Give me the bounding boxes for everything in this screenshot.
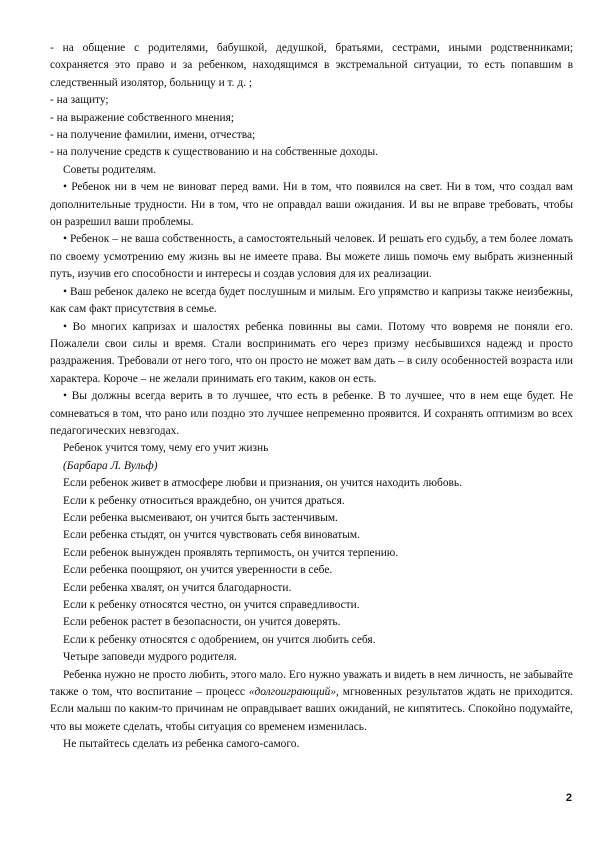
advice-item: • Ваш ребенок далеко не всегда будет послушным и милым. Его упрямство и капризы также неизбежны, как сам факт присутствия в семье. <box>50 285 573 316</box>
poem-line: Если ребенок живет в атмосфере любви и признания, он учится находить любовь. <box>63 477 462 490</box>
paragraph-love-text-end: , мгновенных результатов ждать не приходится. Если малыш по каким-то причинам не оправдывает ваших ожиданий, не кипятитесь. Спокойно подумайте, что вы можете сделать, чтобы ситуация со временем изменилась. <box>50 686 573 733</box>
rights-item-protection: - на защиту; <box>50 94 109 107</box>
poem-line: Если ребенок вынужден проявлять терпимость, он учится терпению. <box>63 546 399 559</box>
rights-item-opinion: - на выражение собственного мнения; <box>50 111 235 124</box>
paragraph-love-respect <box>50 667 573 737</box>
poem-title: Ребенок учится тому, чему его учит жизнь <box>63 442 269 455</box>
rights-item-income: - на получение средств к существованию и на собственные доходы. <box>50 146 378 159</box>
rights-item-communication: - на общение с родителями, бабушкой, дедушкой, братьями, сестрами, иными родственниками; сохраняется это право и за ребенком, находящимся в экстремальной ситуации, то есть попавшим в следственный изолятор, больницу и т. д. ; <box>50 42 573 89</box>
commandments-heading: Четыре заповеди мудрого родителя. <box>63 651 237 664</box>
advice-heading: Советы родителям. <box>63 163 157 176</box>
rights-item-name: - на получение фамилии, имени, отчества; <box>50 129 256 142</box>
document-page <box>50 40 573 754</box>
advice-item: • Во многих капризах и шалостях ребенка повинны вы сами. Потому что вовремя не поняли его. Пожалели свои силы и время. Стали воспринимать его через призму несбывшихся надежд и просто раздражения. Требовали от него того, что он просто не может вам дать – в силу особенностей возраста или характера. Короче – не желали принимать его таким, каков он есть. <box>50 320 573 385</box>
poem-author: (Барбара Л. Вульф) <box>63 459 158 472</box>
poem-line: Если ребенка хвалят, он учится благодарности. <box>63 581 292 594</box>
advice-item: • Ребенок ни в чем не виноват перед вами. Ни в том, что появился на свет. Ни в том, что создал вам дополнительные трудности. Ни в том, что не оправдал ваши ожидания. И вы не вправе требовать, чтобы он разрешил ваши проблемы. <box>50 181 573 229</box>
poem-line: Если к ребенку относятся с одобрением, он учится любить себя. <box>63 633 376 646</box>
poem-line: Если ребенок растет в безопасности, он учится доверять. <box>63 616 341 629</box>
poem-line: Если ребенка стыдят, он учится чувствовать себя виноватым. <box>63 529 360 542</box>
paragraph-last-line: Не пытайтесь сделать из ребенка самого-самого. <box>63 738 300 751</box>
paragraph-love-text-start: Ребенка нужно не просто любить, этого мало. Его нужно уважать и видеть в нем личность, не забывайте также о том, что воспитание – процесс <box>50 668 573 699</box>
advice-item: • Ребенок – не ваша собственность, а самостоятельный человек. И решать его судьбу, а тем более ломать по своему усмотрению ему жизнь вы не имеете права. Вы можете лишь помочь ему выбрать жизненный путь, изучив его способности и интересы и создав условия для их реализации. <box>50 233 573 281</box>
poem-line: Если ребенка поощряют, он учится уверенности в себе. <box>63 564 333 577</box>
poem-line: Если ребенка высмеивают, он учится быть застенчивым. <box>63 511 338 524</box>
advice-item: • Вы должны всегда верить в то лучшее, что есть в ребенке. В то лучшее, что в нем еще будет. Не сомневаться в том, что рано или поздно это лучшее непременно проявится. И сохранять оптимизм во всех педагогических невзгодах. <box>50 390 573 437</box>
poem-line: Если к ребенку относиться враждебно, он учится драться. <box>63 494 345 507</box>
paragraph-love-italic-term: «долгоиграющий» <box>248 686 337 699</box>
page-number: 2 <box>565 792 572 804</box>
poem-line: Если к ребенку относятся честно, он учится справедливости. <box>63 599 360 611</box>
